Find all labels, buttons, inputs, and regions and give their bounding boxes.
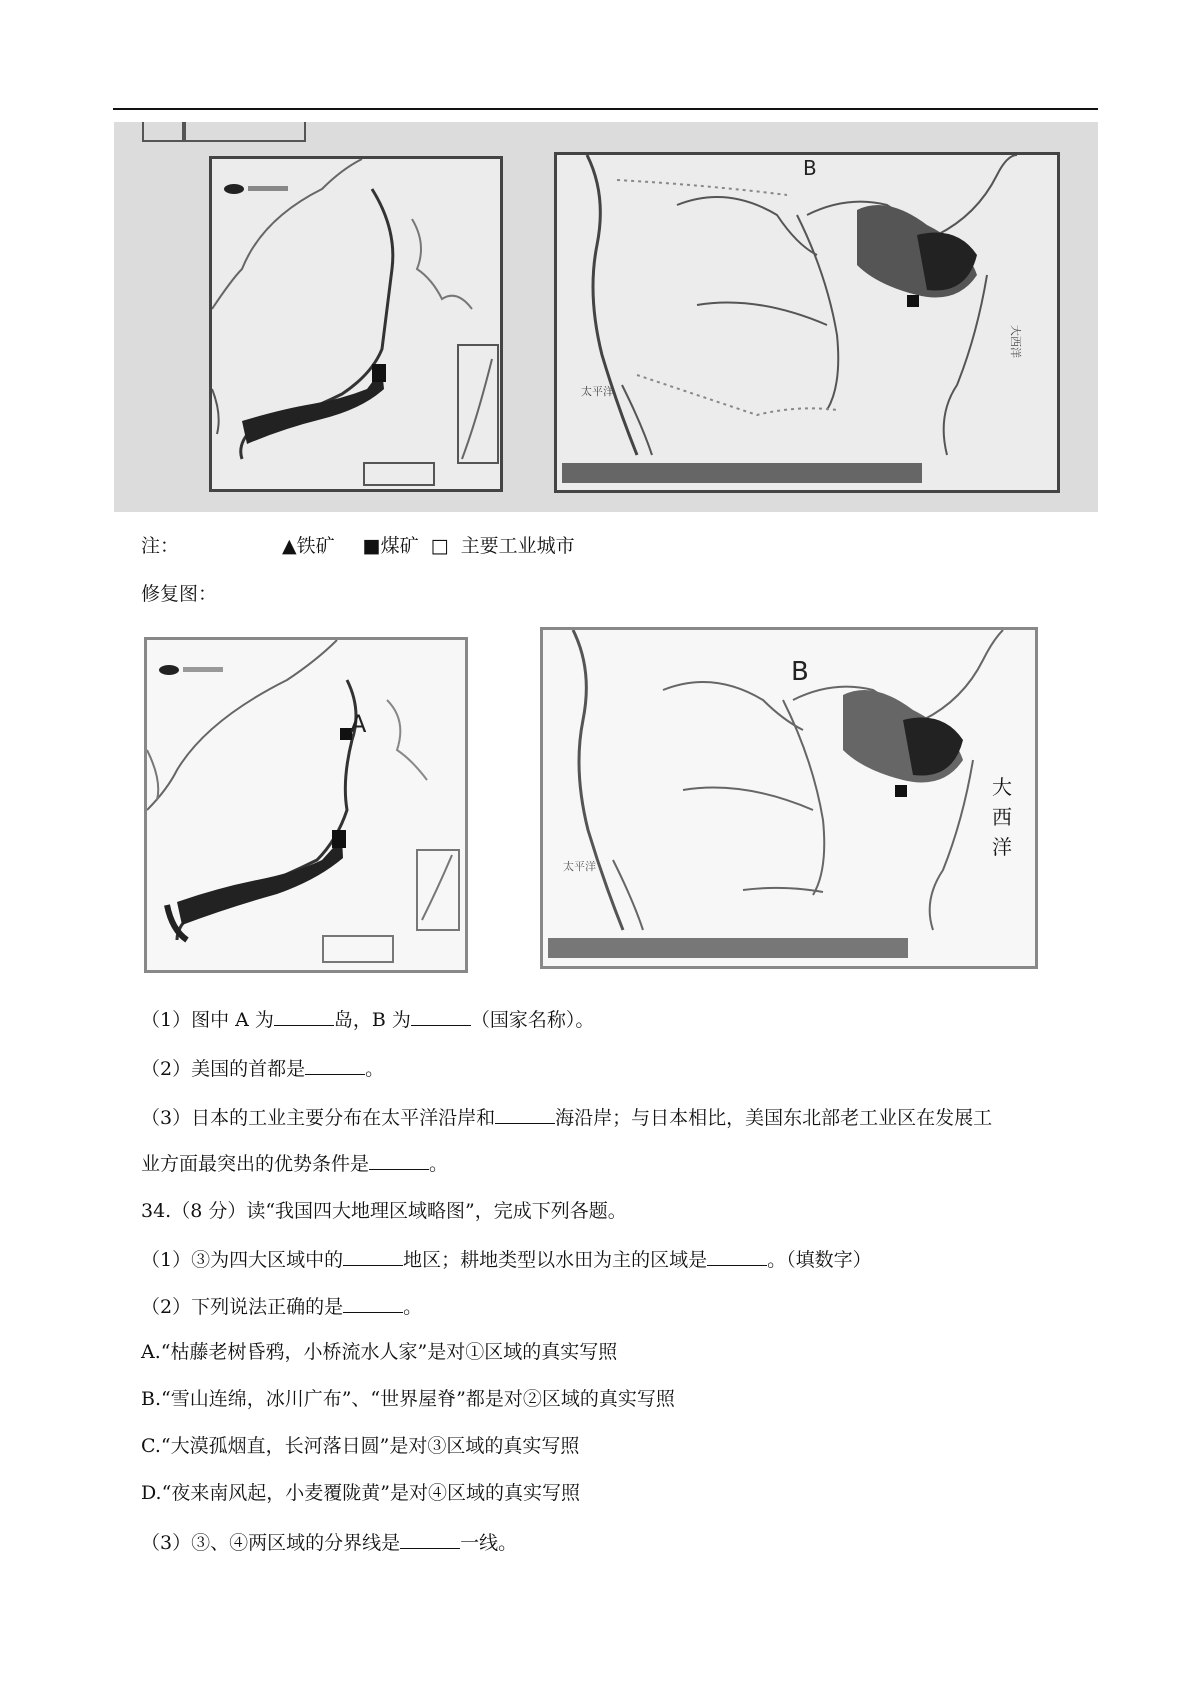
- repaired-caption: 修复图：: [141, 583, 218, 605]
- us-label-atlantic: 大西洋: [992, 775, 1012, 859]
- svg-text:大西洋: 大西洋: [1009, 325, 1022, 358]
- answer-blank[interactable]: [411, 1006, 471, 1026]
- answer-blank[interactable]: [343, 1293, 403, 1313]
- japan-map-photo: [209, 156, 503, 492]
- legend-prefix: 注：: [141, 535, 180, 557]
- svg-text:太平洋: 太平洋: [581, 385, 614, 398]
- answer-blank[interactable]: [495, 1104, 555, 1124]
- original-map-photo: [114, 122, 1098, 512]
- svg-text:太平洋: 太平洋: [563, 860, 596, 873]
- q34-option-d: D.“夜来南风起，小麦覆陇黄”是对④区域的真实写照: [141, 1482, 581, 1504]
- q33-part1: （1）图中 A 为 岛，B 为 （国家名称）。: [141, 1006, 594, 1032]
- q34-part1: （1）③为四大区域中的 地区；耕地类型以水田为主的区域是 。（填数字）: [141, 1246, 872, 1272]
- us-map-repaired: [540, 627, 1038, 969]
- legend-coal: ■煤矿: [362, 535, 419, 557]
- svg-text:B: B: [803, 156, 817, 180]
- q33-part3: （3）日本的工业主要分布在太平洋沿岸和 海沿岸；与日本相比，美国东北部老工业区在发展工: [141, 1104, 992, 1130]
- q34-option-c: C.“大漠孤烟直，长河落日圆”是对③区域的真实写照: [141, 1435, 580, 1457]
- q33-part3-cont: 业方面最突出的优势条件是 。: [141, 1150, 448, 1176]
- legend: [282, 534, 575, 558]
- legend-city-symbol: □: [430, 535, 449, 557]
- repaired-maps: [140, 627, 1060, 972]
- japan-label-a: A: [350, 710, 367, 738]
- answer-blank[interactable]: [274, 1006, 334, 1026]
- answer-blank[interactable]: [343, 1246, 403, 1266]
- q34-option-a: A.“枯藤老树昏鸦，小桥流水人家”是对①区域的真实写照: [141, 1341, 618, 1363]
- q34-option-b: B.“雪山连绵，冰川广布”、“世界屋脊”都是对②区域的真实写照: [141, 1388, 675, 1410]
- answer-blank[interactable]: [400, 1529, 460, 1549]
- q33-part2: （2）美国的首都是 。: [141, 1055, 384, 1081]
- answer-blank[interactable]: [305, 1055, 365, 1075]
- answer-blank[interactable]: [369, 1150, 429, 1170]
- q34-part3: （3）③、④两区域的分界线是 一线。: [141, 1529, 517, 1555]
- answer-blank[interactable]: [707, 1246, 767, 1266]
- us-map-photo: [554, 152, 1060, 493]
- legend-city: 主要工业城市: [460, 535, 575, 557]
- header-rule: [113, 108, 1098, 110]
- us-label-b: B: [791, 657, 809, 687]
- q34-header: 34.（8 分）读“我国四大地理区域略图”，完成下列各题。: [141, 1200, 627, 1222]
- legend-iron: ▲铁矿: [282, 535, 335, 557]
- japan-map-repaired: [144, 637, 468, 973]
- q34-part2: （2）下列说法正确的是 。: [141, 1293, 422, 1319]
